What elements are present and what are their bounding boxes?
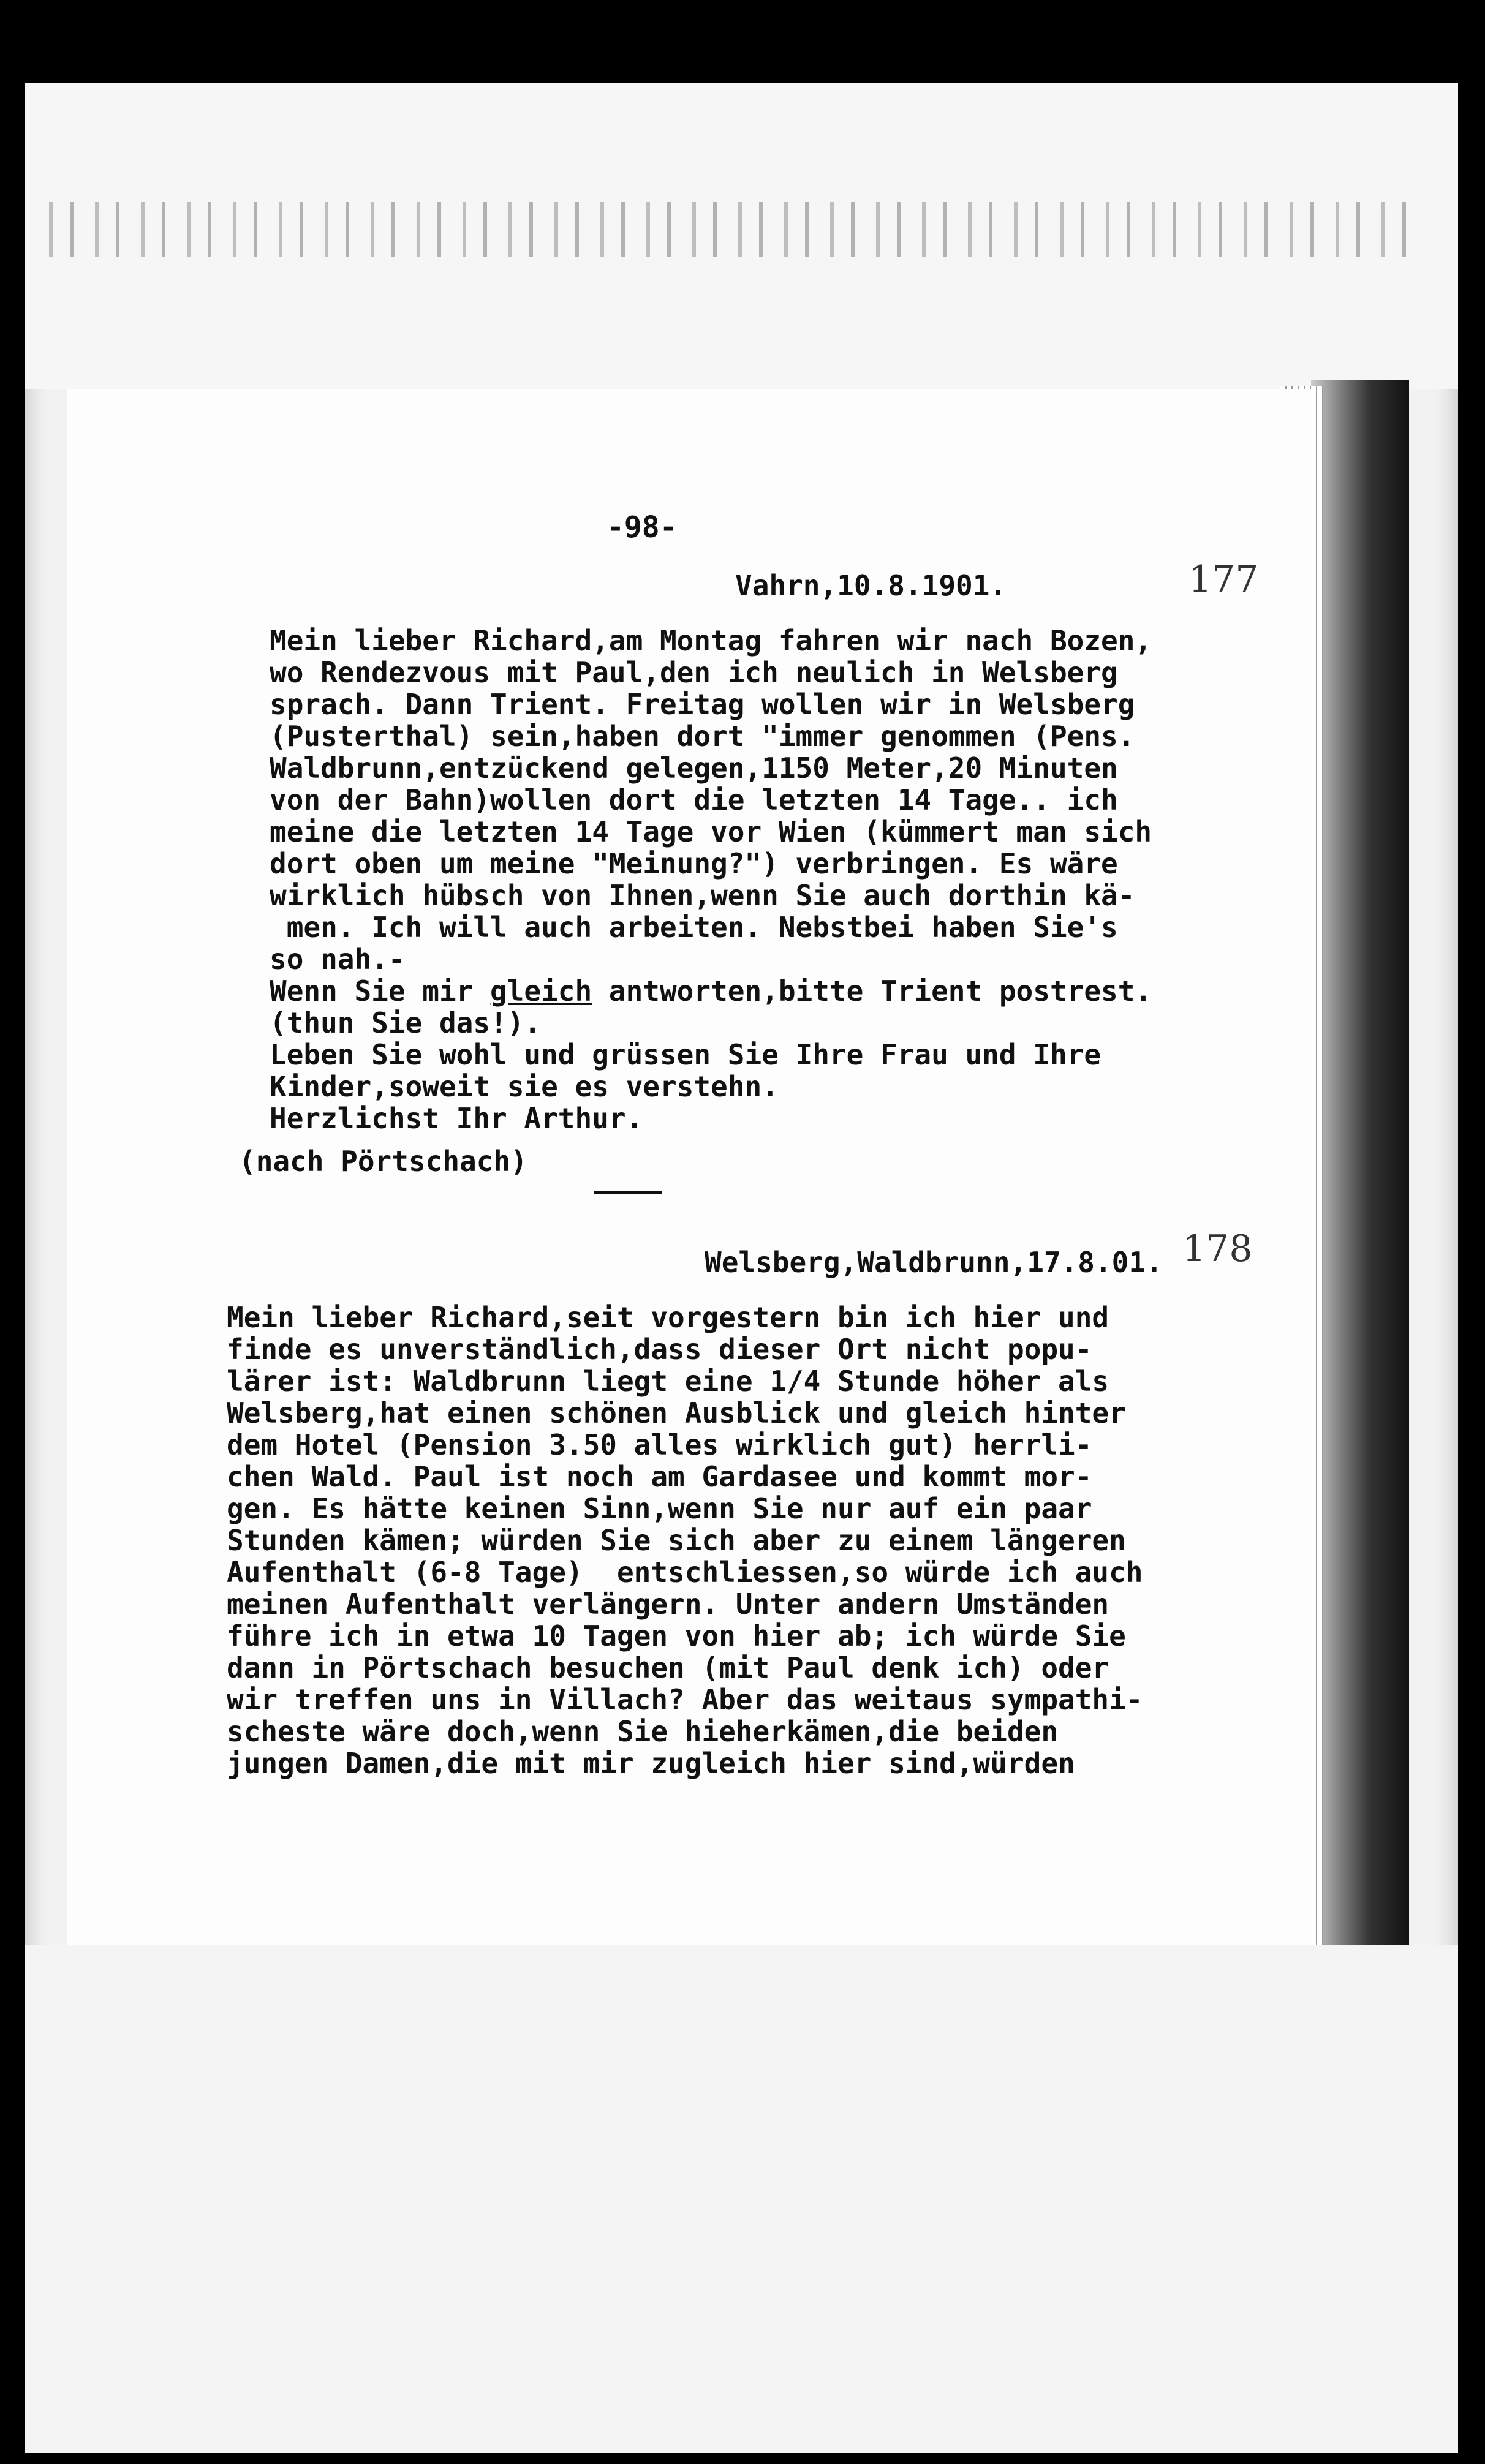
letter-1-closing-line: Kinder,soweit sie es verstehn. [270,1070,779,1103]
letter-separator [594,1191,662,1194]
letter-2-line: meinen Aufenthalt verlängern. Unter andern Umständen [227,1588,1109,1621]
letter-2-line: gen. Es hätte keinen Sinn,wenn Sie nur auf ein paar [227,1492,1092,1525]
letter-2-line: wir treffen uns in Villach? Aber das weitaus sympathi- [227,1683,1143,1716]
letter-2-archive-number: 178 [1182,1227,1253,1270]
letter-1-closing-line: Leben Sie wohl und grüssen Sie Ihre Frau und Ihre [270,1038,1101,1071]
letter-2-line: finde es unverständlich,dass dieser Ort nicht popu- [227,1333,1092,1366]
letter-2-line: Welsberg,hat einen schönen Ausblick und gleich hinter [227,1396,1126,1430]
letter-1-line: men. Ich will auch arbeiten. Nebstbei haben Sie's [270,911,1118,944]
letter-2-line: scheste wäre doch,wenn Sie hieherkämen,die beiden [227,1715,1059,1748]
letter-2-line: führe ich in etwa 10 Tagen von hier ab; ich würde Sie [227,1619,1126,1652]
illegible-text-strip [49,202,1427,257]
underlined-word-gleich: gleich [490,974,592,1008]
letter-1-line: Waldbrunn,entzückend gelegen,1150 Meter,20 Minuten [270,752,1118,785]
letter-2-line: jungen Damen,die mit mir zugleich hier sind,würden [227,1747,1075,1780]
letter-1-body [270,625,1311,1134]
letter-2-line: lärer ist: Waldbrunn liegt eine 1/4 Stunde höher als [227,1365,1109,1398]
archive-backsheet-lower [25,1945,1458,2453]
letter-1-note: (nach Pörtschach) [239,1145,527,1178]
page-stack-shadow [1311,380,1409,1948]
letter-1-line: meine die letzten 14 Tage vor Wien (kümmert man sich [270,815,1152,848]
gleich-line-suffix: antworten,bitte Trient postrest. [592,974,1152,1008]
letter-1-line: so nah.- [270,943,406,976]
page-number: -98- [606,510,678,544]
letter-2-line: Stunden kämen; würden Sie sich aber zu einem längeren [227,1524,1126,1557]
letter-1-gleich-line [270,975,1311,1007]
letter-1-place-date: Vahrn,10.8.1901. [735,569,1007,602]
letter-1-line: sprach. Dann Trient. Freitag wollen wir in Welsberg [270,688,1135,721]
letter-1-signature: Herzlichst Ihr Arthur. [270,1102,643,1135]
letter-1-line: von der Bahn)wollen dort die letzten 14 Tage.. ich [270,783,1118,816]
letter-2-line: dem Hotel (Pension 3.50 alles wirklich gut) herrli- [227,1428,1092,1461]
letter-1-archive-number: 177 [1188,558,1259,601]
letter-1-closing-line: (thun Sie das!). [270,1006,542,1039]
letter-2-place-date: Welsberg,Waldbrunn,17.8.01. [705,1246,1163,1279]
typed-page [67,389,1311,1945]
letter-1-line: (Pusterthal) sein,haben dort "immer genommen (Pens. [270,720,1135,753]
letter-1-line: wo Rendezvous mit Paul,den ich neulich in Welsberg [270,656,1118,689]
letter-2-line: chen Wald. Paul ist noch am Gardasee und kommt mor- [227,1460,1092,1493]
letter-1-line: Mein lieber Richard,am Montag fahren wir nach Bozen, [270,624,1152,657]
letter-2-line: dann in Pörtschach besuchen (mit Paul denk ich) oder [227,1651,1109,1684]
letter-1-line: wirklich hübsch von Ihnen,wenn Sie auch dorthin kä- [270,879,1135,912]
letter-1-line: dort oben um meine "Meinung?") verbringen. Es wäre [270,847,1118,880]
gleich-line-prefix: Wenn Sie mir [270,974,491,1008]
letter-2-line: Aufenthalt (6-8 Tage) entschliessen,so würde ich auch [227,1556,1143,1589]
letter-2-body [227,1302,1305,1779]
letter-2-line: Mein lieber Richard,seit vorgestern bin ich hier und [227,1301,1109,1334]
